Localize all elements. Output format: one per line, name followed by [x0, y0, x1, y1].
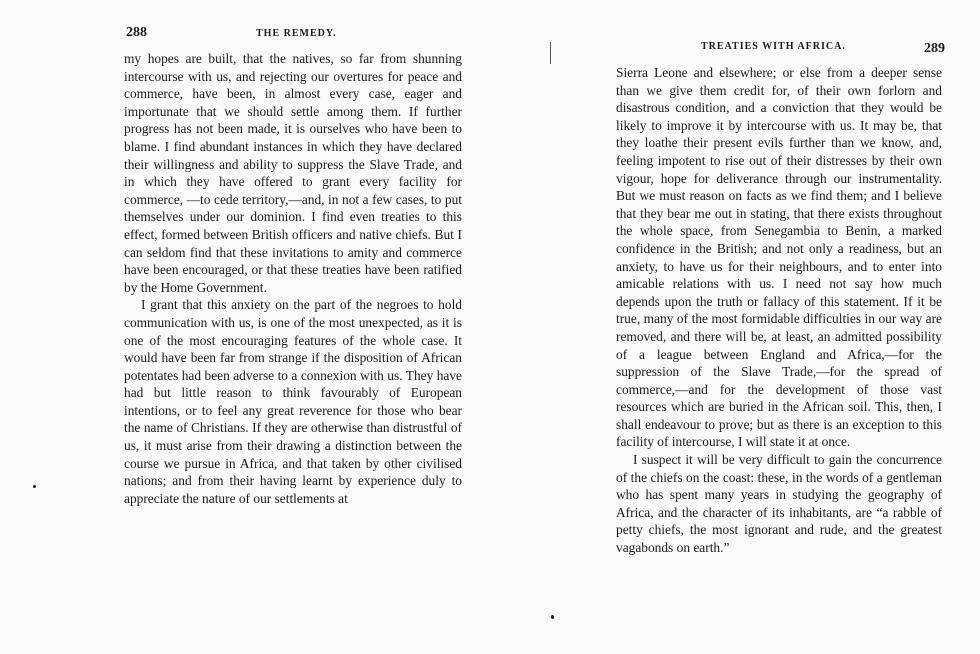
- paragraph: I suspect it will be very difficult to gain the concurrence of the chiefs on the coast: these, in the words of a gentleman who has spent many years in studying the geography of Africa, and the character of its inhabitants, are “a rabble of petty chiefs, the most ignorant and rude, and the greatest vagabonds on earth.”: [616, 452, 942, 556]
- left-running-head: THE REMEDY.: [256, 28, 337, 39]
- right-page: [490, 0, 980, 654]
- right-body-text: [616, 64, 942, 557]
- scan-speck: [551, 615, 554, 619]
- left-body-text: [124, 50, 462, 507]
- paragraph: Sierra Leone and elsewhere; or else from a deeper sense than we give them credit for, of their own forlorn and disastrous condition, and a conviction that they would be likely to improve it by intercourse with us. It may be, that they loathe their present evils further than we know, and, feeling impotent to rise out of their distresses by their own vigour, hope for deliverance through our instrumentality. But we must reason on facts as we find them; and I believe that they bear me out in stating, that there exists throughout the whole space, from Senegambia to Benin, a marked confidence in the British; and not only a readiness, but an anxiety, to have us for their neighbours, and to enter into amicable relations with us. I need not say how much depends upon the truth or fallacy of this statement. If it be true, many of the most formidable difficulties in our way are removed, and there will be, at least, an admitted possibility of a league between England and Africa,—for the suppression of the Slave Trade,—for the spread of commerce,—and for the development of those vast resources which are buried in the African soil. This, then, I shall endeavour to prove; but as there is an exception to this facility of intercourse, I will state it at once.: [616, 65, 942, 450]
- scan-speck: [33, 485, 36, 488]
- paragraph: I grant that this anxiety on the part of the negroes to hold communication with us, is one of the most unexpected, as it is one of the most encouraging features of the whole case. It would have been far from strange if the disposition of African potentates had been adverse to a connexion with us. They have had but little reason to think favourably of European intentions, or to feel any great reverence for those who bear the name of Christians. If they are otherwise than distrustful of us, it must arise from their drawing a distinction between the course we pursue in Africa, and that taken by other civilised nations; and from their having learnt by experience duly to appreciate the nature of our settlements at: [124, 297, 462, 506]
- paragraph: my hopes are built, that the natives, so far from shunning intercourse with us, and rejecting our overtures for peace and commerce, have been, in almost every case, eager and importunate that we should settle among them. If further progress has not been made, it is ourselves who have been to blame. I find abundant instances in which they have declared their willingness and ability to suppress the Slave Trade, and in which they have offered to grant every facility for commerce, —to cede territory,—and, in not a few cases, to put themselves under our dominion. I find even treaties to this effect, formed between British officers and native chiefs. But I can seldom find that these invitations to amity and commerce have been encouraged, or that these treaties have been ratified by the Home Government.: [124, 51, 462, 295]
- right-running-head: TREATIES WITH AFRICA.: [701, 41, 846, 52]
- right-page-number: 289: [924, 41, 945, 56]
- left-page-number: 288: [126, 25, 147, 40]
